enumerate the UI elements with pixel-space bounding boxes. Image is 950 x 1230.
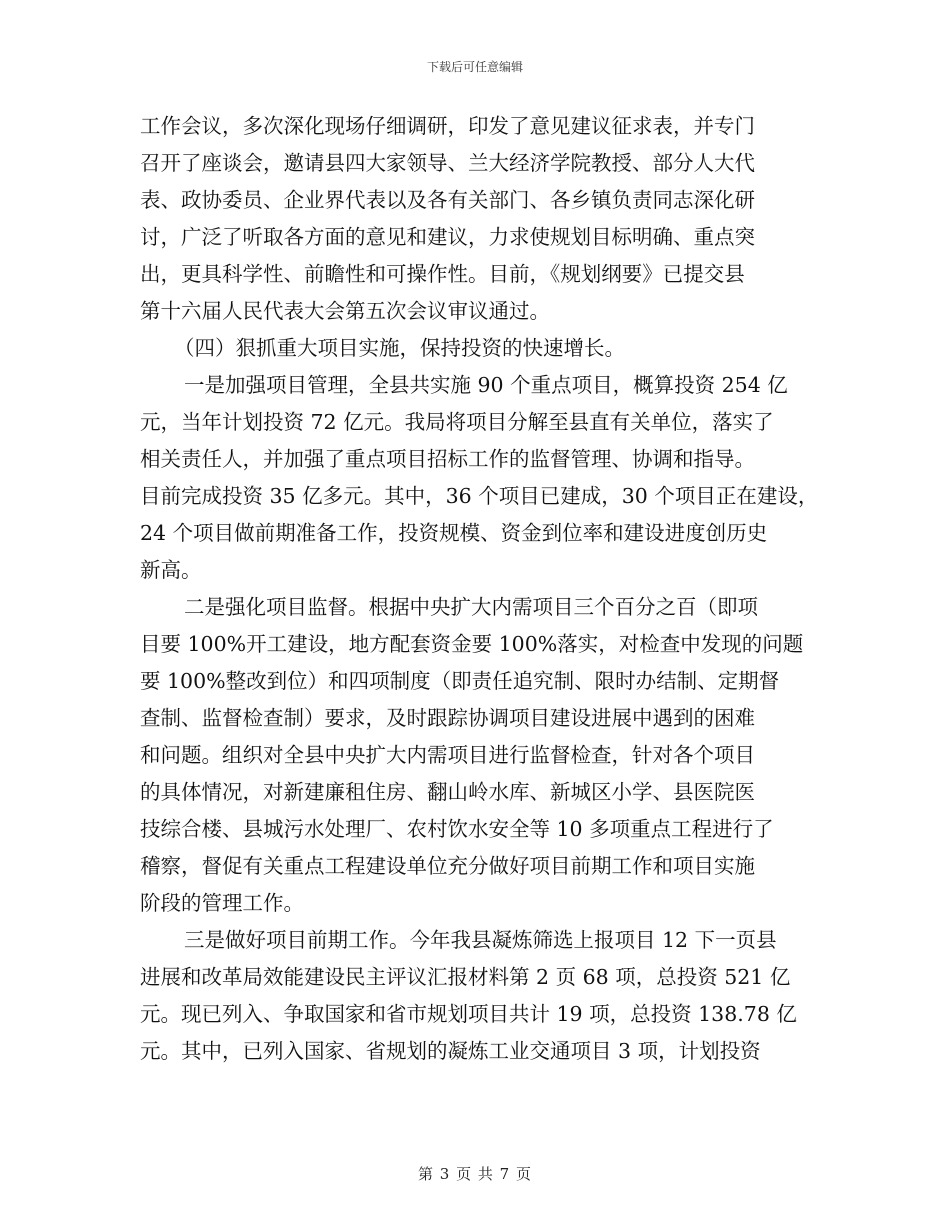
text-line: 进展和改革局效能建设民主评议汇报材料第 2 页 68 项，总投资 521 亿 (140, 965, 791, 989)
text-line: 元，当年计划投资 72 亿元。我局将项目分解至县直有关单位，落实了 (140, 410, 774, 434)
text-line: 要 100%整改到位）和四项制度（即责任追究制、限时办结制、定期督 (140, 669, 780, 693)
document-body (140, 108, 820, 1070)
text-line: 技综合楼、县城污水处理厂、农村饮水安全等 10 多项重点工程进行了 (140, 817, 774, 841)
text-line: 元。其中，已列入国家、省规划的凝炼工业交通项目 3 项，计划投资 (140, 1039, 761, 1063)
section-heading: （四）狠抓重大项目实施，保持投资的快速增长。 (174, 336, 625, 360)
text-line: 相关责任人，并加强了重点项目招标工作的监督管理、协调和指导。 (140, 447, 755, 471)
text-line: 新高。 (140, 558, 202, 582)
text-line: 表、政协委员、企业界代表以及各有关部门、各乡镇负责同志深化研 (140, 188, 755, 212)
paragraph-start-line: 一是加强项目管理，全县共实施 90 个重点项目，概算投资 254 亿 (184, 373, 788, 397)
text-line: 出，更具科学性、前瞻性和可操作性。目前，《规划纲要》已提交县 (140, 262, 745, 286)
text-line: 目要 100%开工建设，地方配套资金要 100%落实，对检查中发现的问题 (140, 632, 804, 656)
text-line: 的具体情况，对新建廉租住房、翻山岭水库、新城区小学、县医院医 (140, 780, 755, 804)
paragraph-start-line: 二是强化项目监督。根据中央扩大内需项目三个百分之百（即项 (184, 595, 758, 619)
text-line: 工作会议，多次深化现场仔细调研，印发了意见建议征求表，并专门 (140, 114, 755, 138)
text-line: 查制、监督检查制）要求，及时跟踪协调项目建设进展中遇到的困难 (140, 706, 755, 730)
text-line: 阶段的管理工作。 (140, 891, 304, 915)
text-line: 24 个项目做前期准备工作，投资规模、资金到位率和建设进度创历史 (140, 521, 768, 545)
text-line: 元。现已列入、争取国家和省市规划项目共计 19 项，总投资 138.78 亿 (140, 1002, 797, 1026)
text-line: 目前完成投资 35 亿多元。其中，36 个项目已建成，30 个项目正在建设， (140, 484, 819, 508)
text-line: 召开了座谈会，邀请县四大家领导、兰大经济学院教授、部分人大代 (140, 151, 755, 175)
text-line: 第十六届人民代表大会第五次会议审议通过。 (140, 299, 550, 323)
paragraph-start-line: 三是做好项目前期工作。今年我县凝炼筛选上报项目 12 下一页县 (184, 928, 777, 952)
text-line: 和问题。组织对全县中央扩大内需项目进行监督检查，针对各个项目 (140, 743, 755, 767)
text-line: 讨，广泛了听取各方面的意见和建议，力求使规划目标明确、重点突 (140, 225, 755, 249)
text-line: 稽察，督促有关重点工程建设单位充分做好项目前期工作和项目实施 (140, 854, 755, 878)
page-header: 下载后可任意编辑 (426, 60, 523, 74)
page-number-footer: 第 3 页 共 7 页 (418, 1165, 532, 1183)
